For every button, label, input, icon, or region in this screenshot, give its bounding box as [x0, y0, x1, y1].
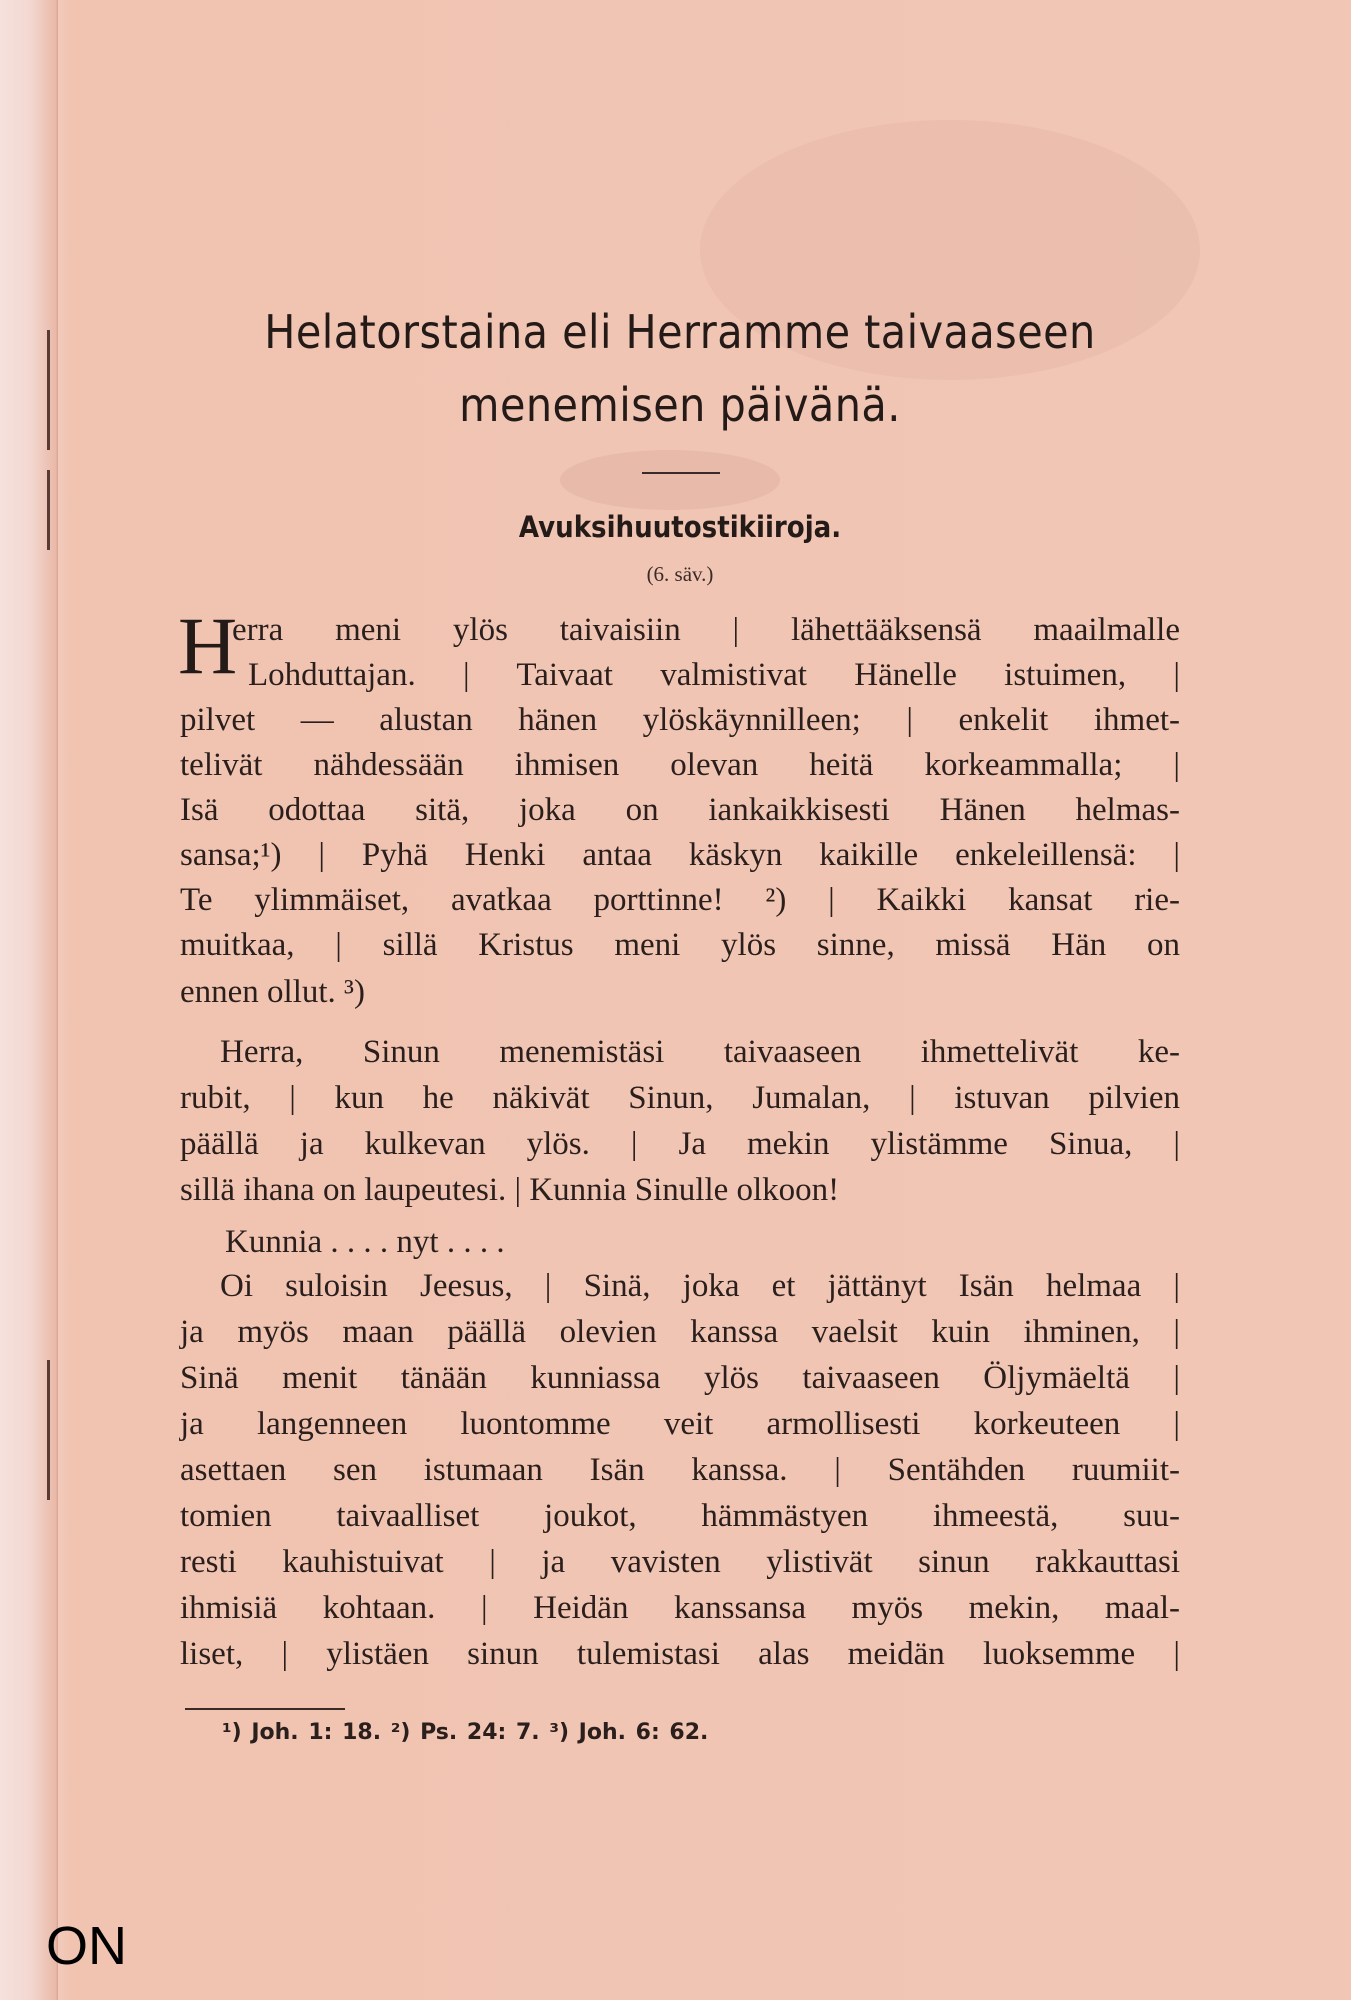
spine-mark — [47, 330, 50, 450]
paper-stain — [560, 450, 780, 510]
text-line-22: ihmisiä kohtaan. | Heidän kanssansa myös mekin, maal- — [180, 1590, 1180, 1626]
section-subtitle: Avuksihuutostikiiroja. — [518, 510, 842, 544]
corner-stamp: ON — [46, 1916, 127, 1976]
text-line-20: tomien taivaalliset joukot, hämmästyen ihmeestä, suu- — [180, 1498, 1180, 1534]
text-line-7: Te ylimmäiset, avatkaa porttinne! ²) | Kaikki kansat rie- — [180, 882, 1180, 918]
footnote-divider — [185, 1708, 345, 1710]
text-line-12: päällä ja kulkevan ylös. | Ja mekin ylistämme Sinua, | — [180, 1126, 1180, 1162]
text-line-17: Sinä menit tänään kunniassa ylös taivaaseen Öljymäeltä | — [180, 1360, 1180, 1396]
text-line-5: Isä odottaa sitä, joka on iankaikkisesti Hänen helmas- — [180, 792, 1180, 828]
text-line-14: Kunnia . . . . nyt . . . . — [225, 1224, 505, 1260]
spine-mark — [47, 470, 50, 550]
text-line-8: muitkaa, | sillä Kristus meni ylös sinne, missä Hän on — [180, 927, 1180, 963]
text-line-13: sillä ihana on laupeutesi. | Kunnia Sinulle olkoon! — [180, 1172, 840, 1208]
text-line-10: Herra, Sinun menemistäsi taivaaseen ihmettelivät ke- — [220, 1034, 1180, 1070]
text-line-18: ja langenneen luontomme veit armollisesti korkeuteen | — [180, 1406, 1180, 1442]
text-line-1: erra meni ylös taivaisiin | lähettääksensä maailmalle — [232, 612, 1180, 648]
text-line-4: telivät nähdessään ihmisen olevan heitä korkeammalla; | — [180, 747, 1180, 783]
text-line-15: Oi suloisin Jeesus, | Sinä, joka et jättänyt Isän helmaa | — [220, 1268, 1180, 1304]
text-line-6: sansa;¹) | Pyhä Henki antaa käskyn kaikille enkeleillensä: | — [180, 837, 1180, 873]
text-line-2: Lohduttajan. | Taivaat valmistivat Hänelle istuimen, | — [248, 657, 1180, 693]
text-line-23: liset, | ylistäen sinun tulemistasi alas meidän luoksemme | — [180, 1636, 1180, 1672]
text-line-16: ja myös maan päällä olevien kanssa vaelsit kuin ihminen, | — [180, 1314, 1180, 1350]
text-line-9: ennen ollut. ³) — [180, 974, 365, 1010]
text-line-11: rubit, | kun he näkivät Sinun, Jumalan, | istuvan pilvien — [180, 1080, 1180, 1116]
melody-tone: (6. säv.) — [646, 562, 714, 586]
title-divider — [642, 472, 720, 474]
book-spine — [0, 0, 58, 2000]
text-line-3: pilvet — alustan hänen ylöskäynnilleen; | enkelit ihmet- — [180, 702, 1180, 738]
text-line-21: resti kauhistuivat | ja vavisten ylistivät sinun rakkauttasi — [180, 1544, 1180, 1580]
page-title-line-2: menemisen päivänä. — [459, 378, 901, 432]
footnotes: ¹) Joh. 1: 18. ²) Ps. 24: 7. ³) Joh. 6: 62. — [222, 1720, 709, 1745]
text-line-19: asettaen sen istumaan Isän kanssa. | Sentähden ruumiit- — [180, 1452, 1180, 1488]
page-title-line-1: Helatorstaina eli Herramme taivaaseen — [264, 305, 1096, 359]
drop-cap: H — [178, 600, 238, 691]
spine-mark — [47, 1360, 50, 1500]
